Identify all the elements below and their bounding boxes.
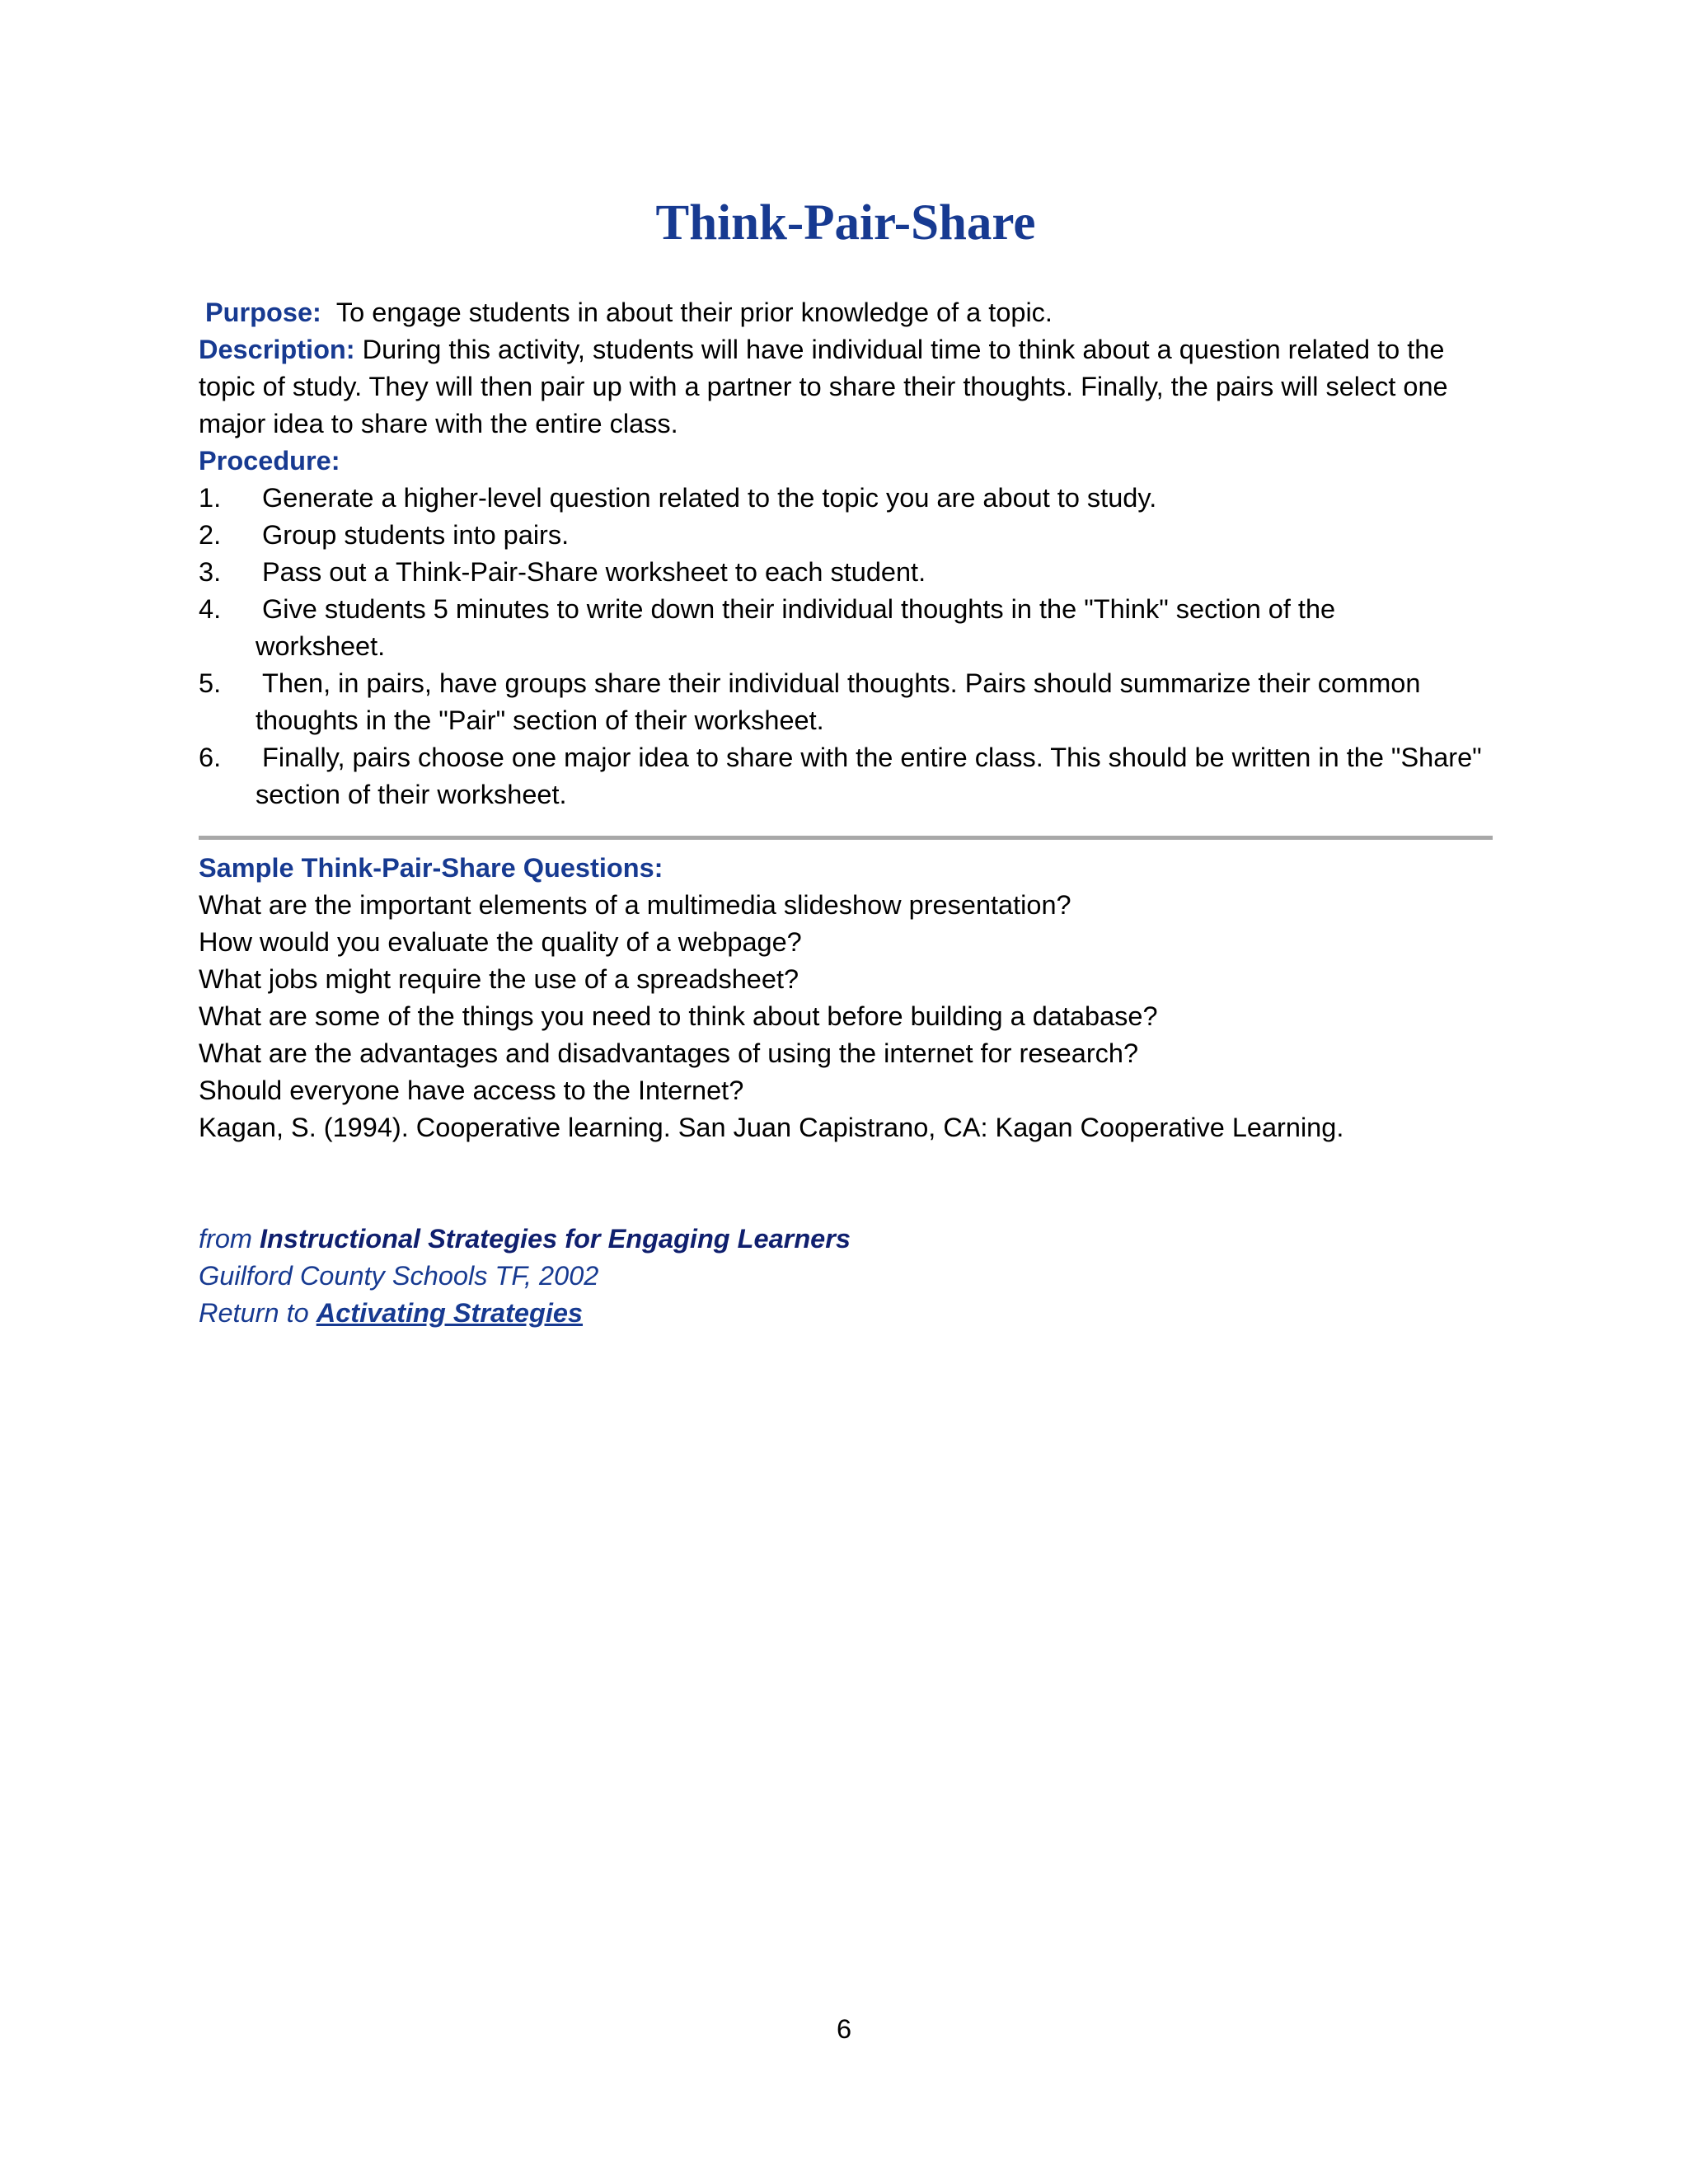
page-content <box>199 195 1493 1332</box>
procedure-step <box>199 554 1493 591</box>
return-prefix: Return to <box>199 1298 309 1328</box>
procedure-step <box>199 591 1442 665</box>
step-text: Give students 5 minutes to write down their individual thoughts in the "Think" section of the worksheet. <box>256 594 1336 661</box>
procedure-step <box>199 517 1493 554</box>
procedure-step <box>199 665 1492 739</box>
questions-label: Sample Think-Pair-Share Questions: <box>199 853 663 883</box>
step-text: Then, in pairs, have groups share their individual thoughts. Pairs should summarize their common thoughts in the "Pair" section of their worksheet. <box>256 668 1421 735</box>
procedure-label: Procedure: <box>199 446 340 476</box>
question-item: Should everyone have access to the Internet? <box>199 1076 744 1105</box>
step-number: 2. <box>199 520 222 550</box>
step-text: Group students into pairs. <box>262 520 570 550</box>
procedure-step <box>199 480 1493 517</box>
citation: Kagan, S. (1994). Cooperative learning. San Juan Capistrano, CA: Kagan Cooperative Learning. <box>199 1113 1344 1142</box>
procedure-step <box>199 739 1492 813</box>
question-item: How would you evaluate the quality of a webpage? <box>199 927 802 957</box>
procedure-list <box>199 480 1493 813</box>
question-item: What are the important elements of a multimedia slideshow presentation? <box>199 890 1071 920</box>
description-paragraph <box>199 331 1484 443</box>
step-text: Pass out a Think-Pair-Share worksheet to each student. <box>262 557 926 587</box>
purpose-text: To engage students in about their prior knowledge of a topic. <box>335 298 1053 327</box>
source-line <box>199 1221 1493 1258</box>
step-text: Generate a higher-level question related to the topic you are about to study. <box>262 483 1157 513</box>
activating-strategies-link[interactable]: Activating Strategies <box>316 1298 584 1328</box>
step-number: 3. <box>199 557 222 587</box>
section-divider <box>199 836 1493 840</box>
question-item: What are the advantages and disadvantages of using the internet for research? <box>199 1038 1139 1068</box>
source-prefix: from <box>199 1224 252 1254</box>
org-line: Guilford County Schools TF, 2002 <box>199 1261 599 1291</box>
page-number: 6 <box>836 2014 852 2044</box>
step-number: 5. <box>199 668 222 698</box>
purpose-label: Purpose: <box>205 298 321 327</box>
question-item: What are some of the things you need to think about before building a database? <box>199 1001 1158 1031</box>
procedure-heading <box>199 443 1493 480</box>
step-text: Finally, pairs choose one major idea to share with the entire class. This should be written in the "Share" section of their worksheet. <box>256 743 1482 809</box>
step-number: 1. <box>199 483 222 513</box>
description-text: During this activity, students will have individual time to think about a question related to the topic of study. They will then pair up with a partner to share their thoughts. Finally, the pairs will select one major idea to share with the entire class. <box>199 335 1448 438</box>
purpose-line <box>199 294 1493 331</box>
question-item: What jobs might require the use of a spreadsheet? <box>199 964 799 994</box>
step-number: 4. <box>199 594 222 624</box>
source-title: Instructional Strategies for Engaging Learners <box>260 1224 851 1254</box>
questions-heading <box>199 850 1493 887</box>
return-line <box>199 1295 1493 1332</box>
step-number: 6. <box>199 743 222 772</box>
description-label: Description: <box>199 335 355 364</box>
page-title: Think-Pair-Share <box>655 195 1036 251</box>
